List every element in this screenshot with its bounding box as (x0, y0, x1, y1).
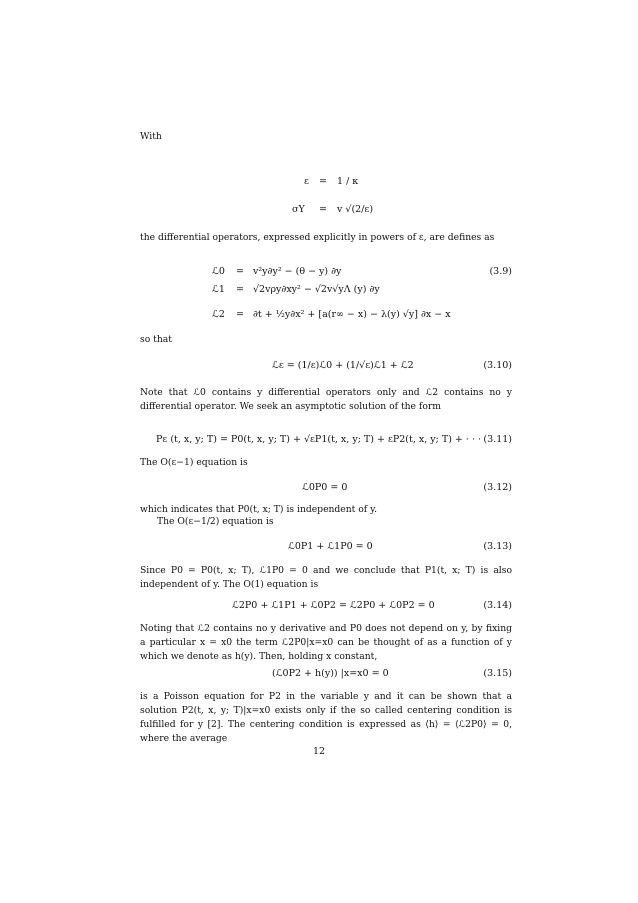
l2-rhs: ∂t + ½y∂x² + [a(r∞ − x) − λ(y) √y] ∂x − x (253, 309, 451, 320)
paragraph-poisson: is a Poisson equation for P2 in the variable y and it can be shown that a solution P2(t, x, y; T)|x=x0 exists only if the so called centering condition is fulfilled for y [2]. The centering condition is expressed as ⟨h⟩ = ⟨ℒ2P0⟩ = 0, where the average (140, 691, 512, 744)
l2-eq: = (236, 309, 244, 320)
equation-3-14: ℒ2P0 + ℒ1P1 + ℒ0P2 = ℒ2P0 + ℒ0P2 = 0 (232, 600, 435, 611)
paragraph-noting: Noting that ℒ2 contains no y derivative and P0 does not depend on y, by fixing a particular x = x0 the term ℒ2P0|x=x0 can be thought of as a function of y which we denote as h(y). Then, holding x constant, (140, 623, 512, 662)
paragraph-independent: which indicates that P0(t, x; T) is independent of y. (140, 504, 378, 515)
eps-eq: = (319, 176, 327, 187)
sigma-lhs: σY (292, 204, 305, 215)
eps-lhs: ε (304, 176, 309, 187)
page-number: 12 (312, 746, 326, 757)
so-that-text: so that (140, 334, 172, 345)
paragraph-o-minus-1: The O(ε−1) equation is (140, 457, 248, 468)
paragraph-o-minus-half: The O(ε−1/2) equation is (157, 516, 274, 527)
equation-3-13: ℒ0P1 + ℒ1P0 = 0 (288, 541, 373, 552)
equation-3-15: (ℒ0P2 + h(y)) |x=x0 = 0 (272, 668, 389, 679)
equation-3-10: ℒε = (1/ε)ℒ0 + (1/√ε)ℒ1 + ℒ2 (272, 360, 414, 371)
equation-number: (3.11) (483, 434, 512, 445)
paragraph-since: Since P0 = P0(t, x; T), ℒ1P0 = 0 and we conclude that P1(t, x; T) is also independent of y. The O(1) equation is (140, 565, 512, 590)
sigma-eq: = (319, 204, 327, 215)
paragraph-operators: the differential operators, expressed explicitly in powers of ε, are defines as (140, 232, 495, 243)
l1-rhs: √2vρy∂xy² − √2v√yΛ (y) ∂y (253, 284, 380, 295)
equation-number: (3.12) (483, 482, 512, 493)
equation-3-11: Pε (t, x, y; T) = P0(t, x, y; T) + √εP1(t, x, y; T) + εP2(t, x, y; T) + · · · (156, 434, 481, 445)
equation-number: (3.13) (483, 541, 512, 552)
equation-number: (3.15) (483, 668, 512, 679)
l1-eq: = (236, 284, 244, 295)
l0-lhs: ℒ0 (212, 266, 225, 277)
equation-3-12: ℒ0P0 = 0 (302, 482, 348, 493)
with-text: With (140, 131, 162, 142)
equation-number: (3.10) (483, 360, 512, 371)
l2-lhs: ℒ2 (212, 309, 225, 320)
eps-rhs: 1 / κ (337, 176, 359, 187)
paragraph-note: Note that ℒ0 contains y differential operators only and ℒ2 contains no y differential operator. We seek an asymptotic solution of the form (140, 387, 512, 412)
sigma-rhs: v √(2/ε) (337, 204, 374, 215)
l1-lhs: ℒ1 (212, 284, 225, 295)
l0-rhs: v²y∂y² − (θ − y) ∂y (253, 266, 342, 277)
l0-eq: = (236, 266, 244, 277)
equation-number: (3.14) (483, 600, 512, 611)
equation-number: (3.9) (489, 266, 512, 277)
